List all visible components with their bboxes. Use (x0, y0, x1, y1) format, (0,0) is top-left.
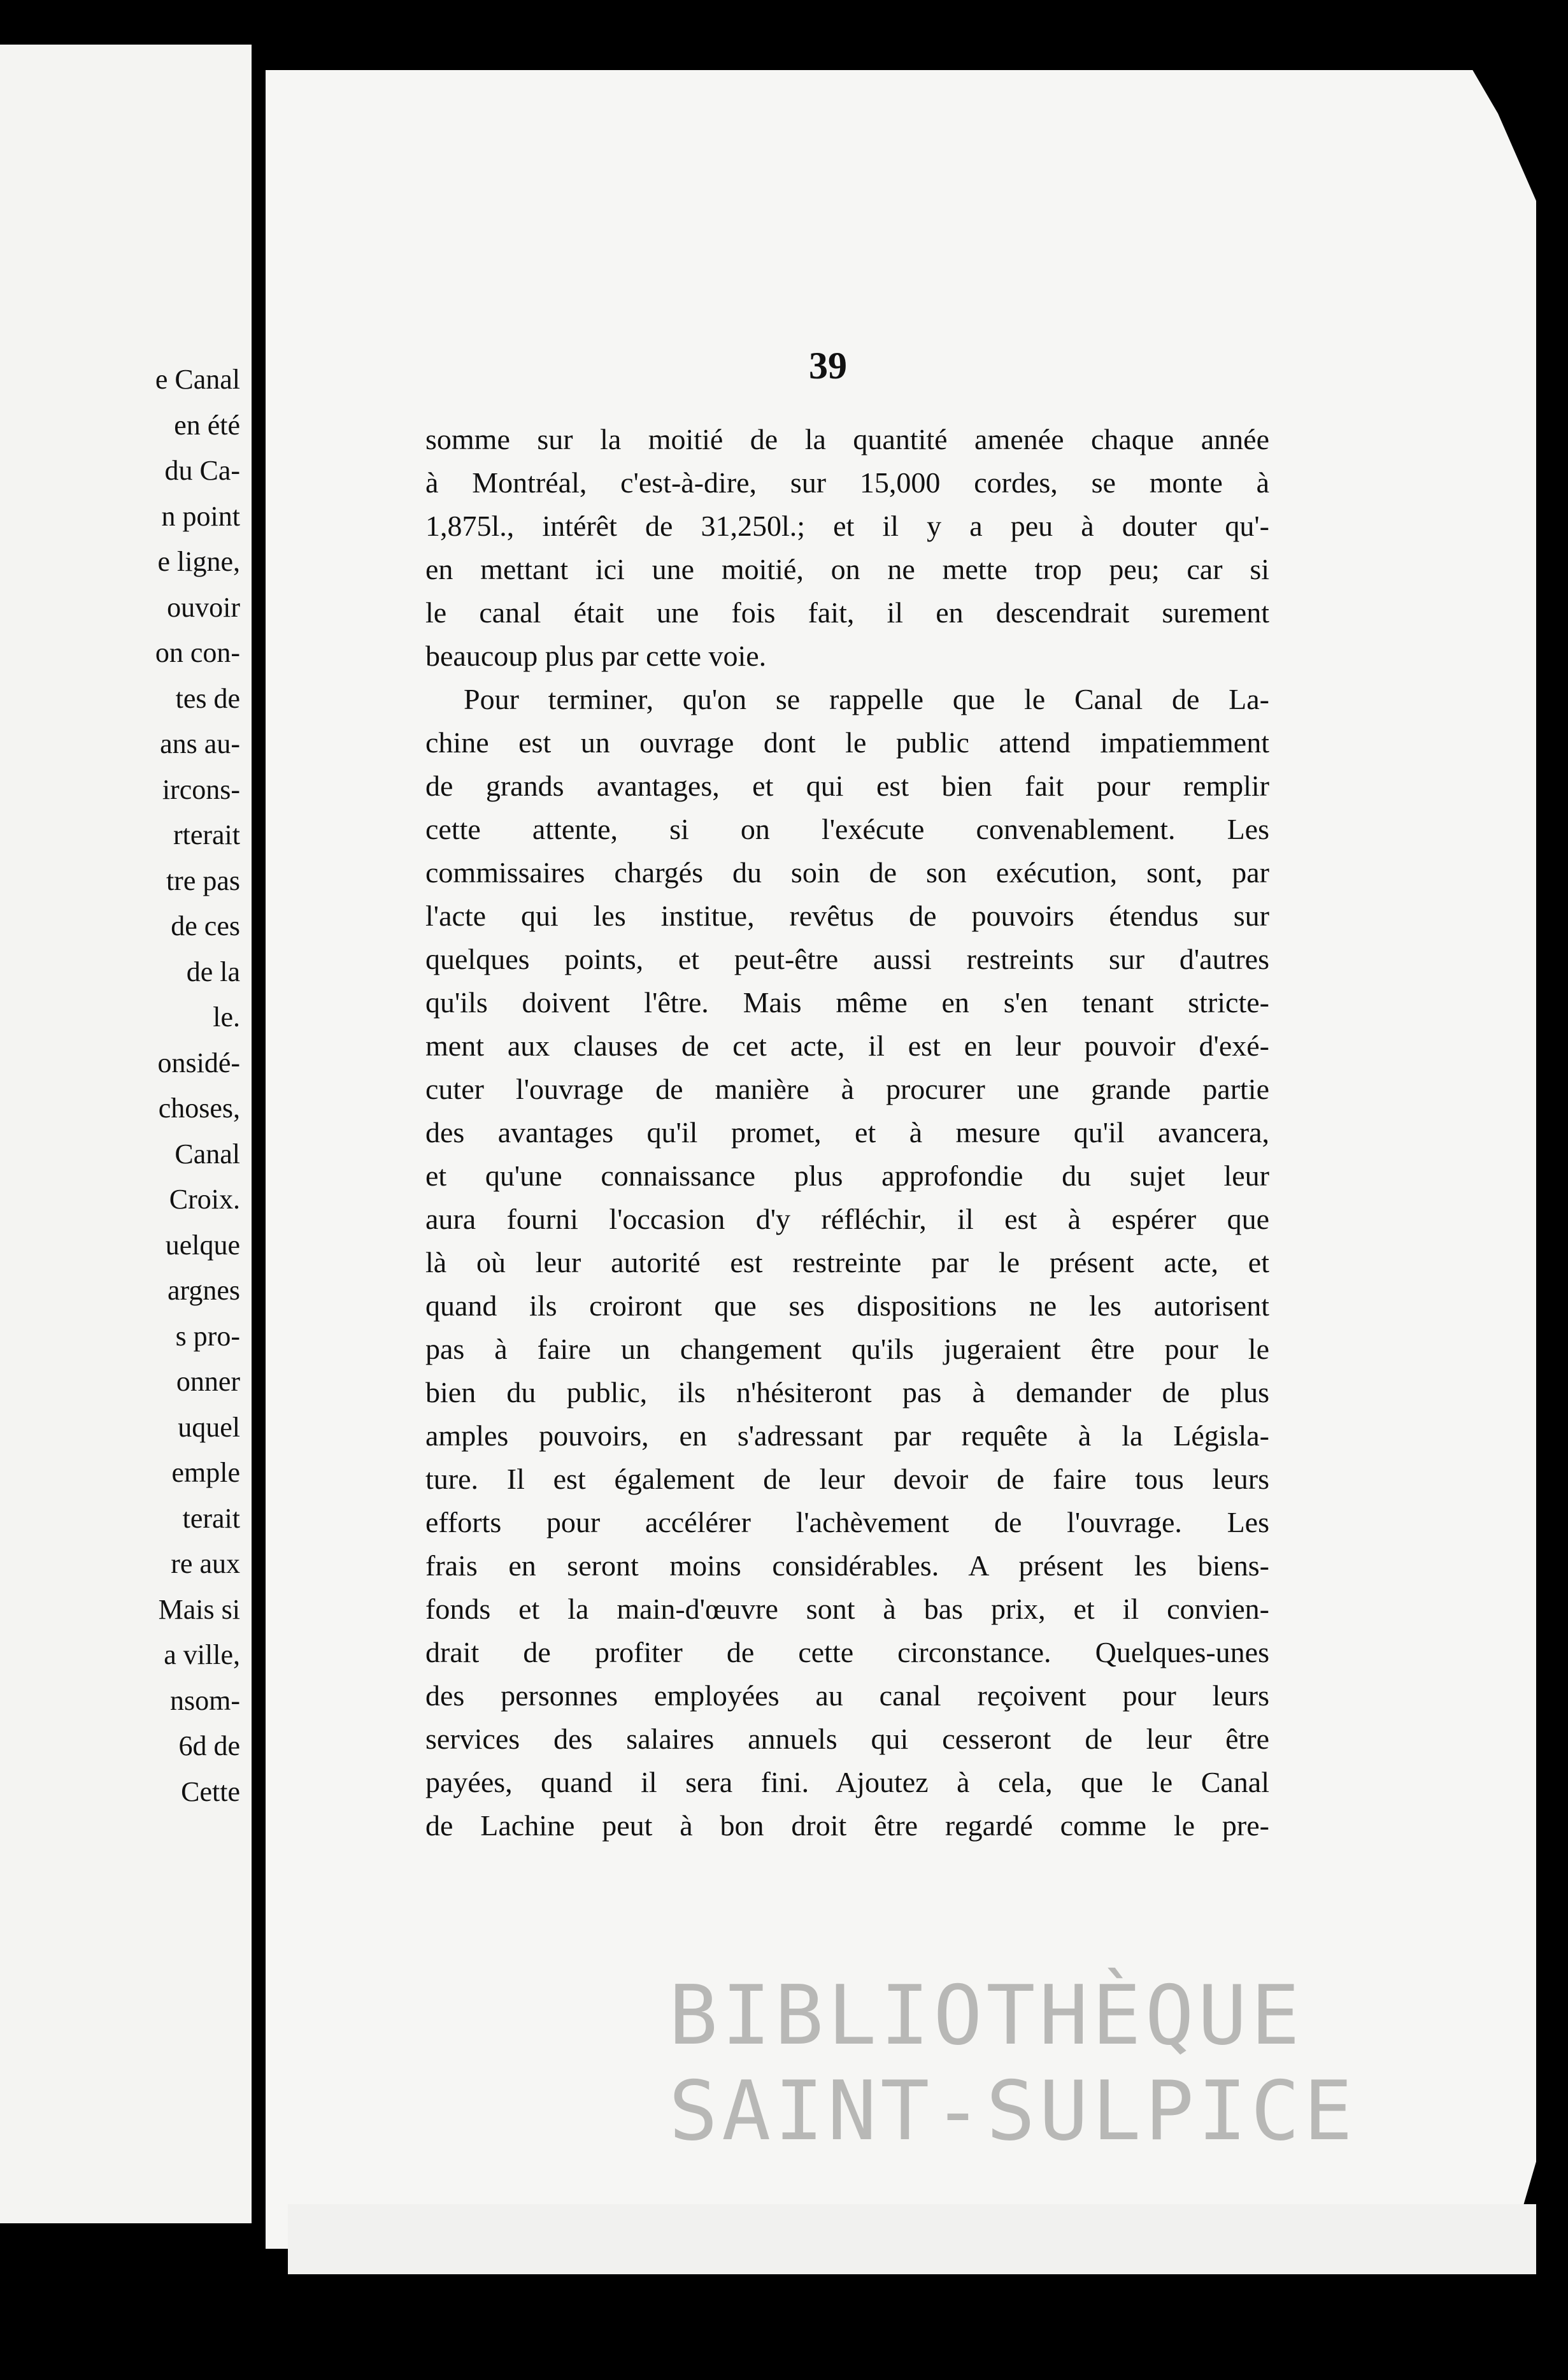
left-page-line: uquel (178, 1411, 240, 1443)
body-text-line: services des salaires annuels qui cesseront de leur être (425, 1723, 1269, 1755)
body-text-line: somme sur la moitié de la quantité amenée chaque année (425, 423, 1269, 455)
left-page-line: rterait (173, 819, 240, 850)
body-text-line: là où leur autorité est restreinte par le présent acte, et (425, 1246, 1269, 1279)
left-page-line: choses, (158, 1093, 240, 1124)
page-body-text (425, 418, 1269, 1847)
body-text-line: pas à faire un changement qu'ils jugeraient être pour le (425, 1333, 1269, 1365)
body-text-line: frais en seront moins considérables. A présent les biens- (425, 1549, 1269, 1582)
body-text-line: des personnes employées au canal reçoivent pour leurs (425, 1679, 1269, 1712)
book-gutter (252, 0, 266, 2380)
body-text-line: qu'ils doivent l'être. Mais même en s'en tenant stricte- (425, 986, 1269, 1019)
left-page-line: 6d de (178, 1730, 240, 1761)
left-page-line: tre pas (166, 864, 240, 896)
left-page-line: Croix. (169, 1184, 240, 1215)
left-page-line: e Canal (155, 364, 240, 395)
left-page-line: nsom- (170, 1684, 240, 1716)
body-text-line: ment aux clauses de cet acte, il est en leur pouvoir d'exé- (425, 1029, 1269, 1062)
left-page-line: uelque (165, 1229, 240, 1261)
left-page-line: emple (171, 1457, 240, 1488)
left-page-line: ouvoir (167, 591, 240, 623)
left-page-line: le. (213, 1001, 240, 1033)
body-text-line: quand ils croiront que ses dispositions ne les autorisent (425, 1289, 1269, 1322)
stamp-line-1: BIBLIOTHÈQUE (669, 1968, 1304, 2063)
body-text-line: et qu'une connaissance plus approfondie du sujet leur (425, 1159, 1269, 1192)
left-page-line: terait (182, 1502, 240, 1534)
left-page-line: a ville, (164, 1639, 240, 1670)
body-text-line: fonds et la main-d'œuvre sont à bas prix, et il convien- (425, 1593, 1269, 1625)
left-page-line: ans au- (160, 728, 240, 759)
page-number: 39 (809, 345, 847, 387)
left-page-line: s pro- (175, 1320, 240, 1352)
body-text-line: l'acte qui les institue, revêtus de pouvoirs étendus sur (425, 900, 1269, 932)
left-page-fragment (0, 45, 252, 2223)
left-page-line: e ligne, (157, 546, 240, 577)
body-text-line: beaucoup plus par cette voie. (425, 640, 767, 672)
body-text-line: bien du public, ils n'hésiteront pas à demander de plus (425, 1376, 1269, 1409)
body-text-line: de grands avantages, et qui est bien fait pour remplir (425, 770, 1269, 802)
body-text-line: cette attente, si on l'exécute convenablement. Les (425, 813, 1269, 845)
body-text-line: commissaires chargés du soin de son exécution, sont, par (425, 856, 1269, 889)
page-bottom-strip (288, 2204, 1536, 2274)
left-page-line: n point (161, 500, 240, 532)
body-text-line: amples pouvoirs, en s'adressant par requête à la Législa- (425, 1419, 1269, 1452)
left-page-line: re aux (171, 1548, 240, 1579)
body-text-line: de Lachine peut à bon droit être regardé comme le pre- (425, 1809, 1269, 1842)
left-page-line: Mais si (158, 1593, 240, 1625)
left-page-line: du Ca- (164, 455, 240, 486)
body-text-line: le canal était une fois fait, il en descendrait surement (425, 596, 1269, 629)
left-page-line: de la (186, 956, 240, 987)
body-text-line: en mettant ici une moitié, on ne mette trop peu; car si (425, 553, 1269, 585)
left-page-line: on con- (155, 637, 240, 668)
body-text-line: des avantages qu'il promet, et à mesure qu'il avancera, (425, 1116, 1269, 1149)
body-text-line: payées, quand il sera fini. Ajoutez à cela, que le Canal (425, 1766, 1269, 1798)
body-text-line: 1,875l., intérêt de 31,250l.; et il y a peu à douter qu'- (425, 510, 1269, 542)
left-page-line: ircons- (162, 773, 240, 805)
body-text-line: drait de profiter de cette circonstance. Quelques-unes (425, 1636, 1269, 1668)
left-page-line: Cette (181, 1775, 240, 1807)
left-page-text (0, 357, 240, 1814)
left-page-line: argnes (167, 1275, 240, 1306)
body-text-line: cuter l'ouvrage de manière à procurer une grande partie (425, 1073, 1269, 1105)
body-text-line: chine est un ouvrage dont le public attend impatiemment (425, 726, 1269, 759)
stamp-line-2: SAINT-SULPICE (669, 2064, 1357, 2159)
body-text-line: à Montréal, c'est-à-dire, sur 15,000 cordes, se monte à (425, 466, 1269, 499)
body-text-line: Pour terminer, qu'on se rappelle que le Canal de La- (464, 683, 1269, 715)
left-page-line: onner (176, 1366, 240, 1397)
body-text-line: ture. Il est également de leur devoir de faire tous leurs (425, 1463, 1269, 1495)
left-page-line: tes de (175, 682, 240, 714)
body-text-line: quelques points, et peut-être aussi restreints sur d'autres (425, 943, 1269, 975)
library-stamp (669, 1968, 1357, 2160)
body-text-line: efforts pour accélérer l'achèvement de l'ouvrage. Les (425, 1506, 1269, 1538)
body-text-line: aura fourni l'occasion d'y réfléchir, il est à espérer que (425, 1203, 1269, 1235)
left-page-line: en été (174, 409, 240, 441)
left-page-line: Canal (175, 1138, 240, 1170)
left-page-line: onsidé- (157, 1047, 240, 1079)
left-page-line: de ces (171, 910, 240, 942)
